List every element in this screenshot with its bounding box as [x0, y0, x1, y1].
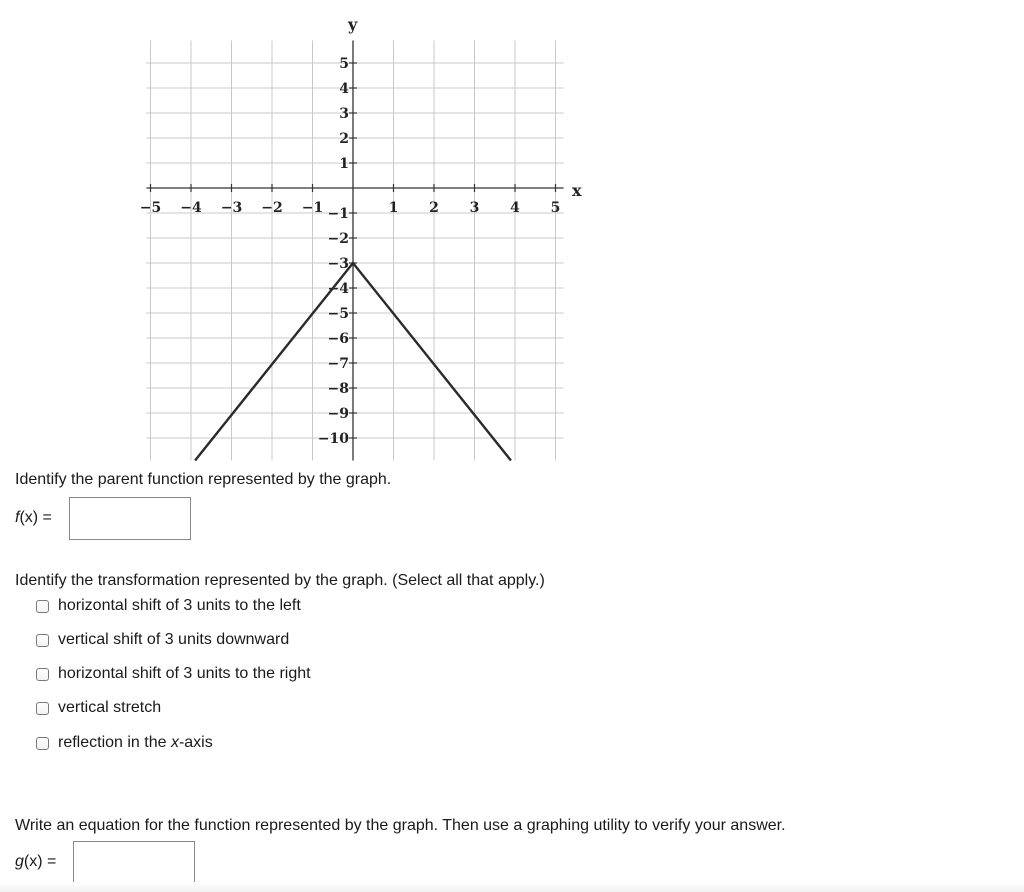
y-tick-label: −2: [327, 231, 349, 247]
option-horizontal-shift-left[interactable]: horizontal shift of 3 units to the left: [36, 596, 301, 616]
checkbox[interactable]: [36, 702, 49, 715]
x-tick-label: 2: [429, 200, 439, 216]
grid-lines: [146, 41, 563, 461]
option-vertical-stretch[interactable]: vertical stretch: [36, 698, 161, 718]
y-tick-label: −6: [327, 331, 349, 347]
equation-input[interactable]: [73, 841, 195, 884]
question1-prompt: Identify the parent function represented by the graph.: [15, 471, 392, 488]
y-tick-label: −8: [327, 381, 349, 397]
checkbox[interactable]: [36, 737, 49, 750]
option-horizontal-shift-right[interactable]: horizontal shift of 3 units to the right: [36, 664, 311, 684]
checkbox[interactable]: [36, 634, 49, 647]
checkbox[interactable]: [36, 600, 49, 613]
question2-prompt: Identify the transformation represented by the graph. (Select all that apply.): [15, 572, 545, 589]
x-tick-labels: [140, 200, 561, 216]
y-tick-label: 4: [339, 81, 349, 97]
y-tick-label: −1: [327, 206, 349, 222]
y-tick-label: 5: [339, 56, 349, 72]
x-tick-label: −2: [261, 200, 283, 216]
y-tick-label: −3: [327, 256, 349, 272]
x-tick-label: 3: [469, 200, 480, 216]
y-tick-label: 2: [339, 131, 349, 147]
checkbox[interactable]: [36, 668, 49, 681]
function-graph: [0, 0, 600, 470]
y-tick-label: −5: [327, 306, 349, 322]
option-vertical-shift-down[interactable]: vertical shift of 3 units downward: [36, 630, 289, 650]
y-axis-label: y: [348, 15, 358, 34]
y-tick-label: 1: [339, 156, 349, 172]
x-tick-label: −4: [180, 200, 202, 216]
y-tick-label: −10: [317, 431, 349, 447]
g-of-x-label: g(x) =: [15, 853, 57, 870]
y-tick-label: 3: [339, 106, 349, 122]
x-tick-label: 1: [388, 200, 399, 216]
page-bottom-edge: [0, 882, 1024, 892]
y-tick-label: −4: [327, 281, 349, 297]
question3-prompt: Write an equation for the function represented by the graph. Then use a graphing utility to verify your answer.: [15, 817, 786, 834]
x-tick-label: −5: [139, 200, 162, 216]
option-reflection-x-axis[interactable]: reflection in the x-axis: [36, 733, 213, 753]
x-tick-label: −3: [220, 200, 243, 216]
axes: [146, 41, 563, 461]
y-tick-label: −9: [327, 406, 349, 422]
x-axis-label: x: [572, 181, 582, 200]
x-tick-label: −1: [301, 200, 324, 216]
x-tick-label: 5: [550, 200, 561, 216]
x-tick-label: 4: [510, 200, 520, 216]
parent-function-input[interactable]: [69, 497, 191, 540]
f-of-x-label: f(x) =: [15, 509, 52, 526]
y-tick-label: −7: [327, 356, 349, 372]
